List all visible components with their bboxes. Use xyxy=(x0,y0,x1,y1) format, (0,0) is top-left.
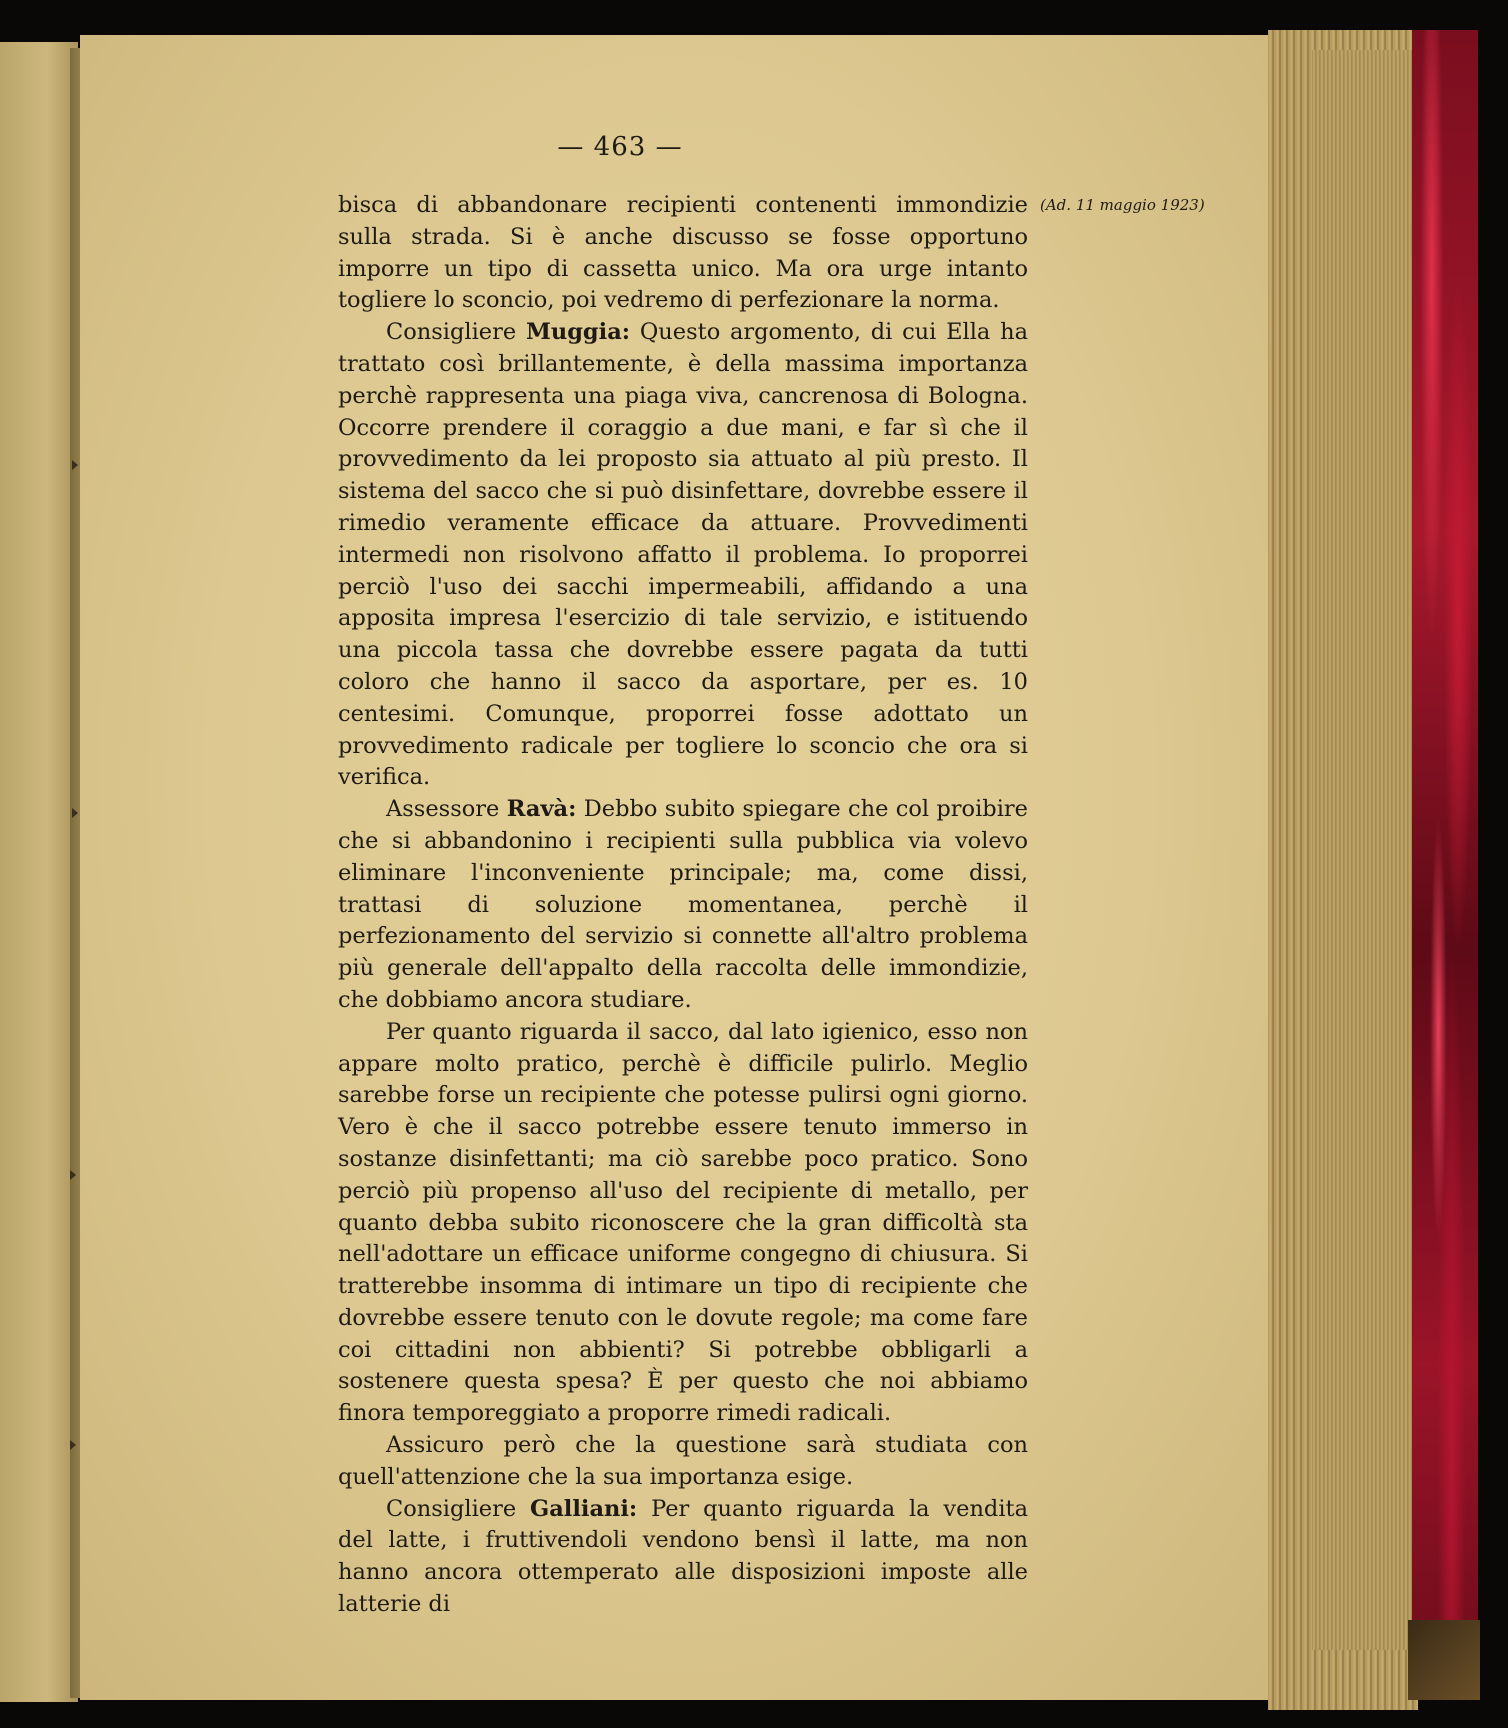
paragraph xyxy=(338,1430,1028,1494)
page-stack-inner xyxy=(1312,50,1412,1650)
paragraph xyxy=(338,190,1028,317)
paragraph-text: Debbo subito spiegare che col proibire che si abbandonino i recipienti sulla pubblica via volevo eliminare l'inconveniente principale; ma, come dissi, trattasi di soluzione momentanea, perchè il perfezionamento del servizio si connette all'altro problema più generale dell'appalto della raccolta delle immondizie, che dobbiamo ancora studiare. xyxy=(338,796,1028,1013)
body-text xyxy=(338,190,1028,1621)
speaker-name: Ravà: xyxy=(506,796,577,823)
paragraph xyxy=(338,794,1028,1017)
speaker-role: Assessore xyxy=(386,796,507,823)
paragraph-text: Assicuro però che la questione sarà studiata con quell'attenzione che la sua importanza esige. xyxy=(338,1432,1028,1490)
paragraph-text: Per quanto riguarda il sacco, dal lato igienico, esso non appare molto pratico, perchè è difficile pulirlo. Meglio sarebbe forse un recipiente che potesse pulirsi ogni giorno. Vero è che il sacco potrebbe essere tenuto immerso in sostanze disinfettanti; ma ciò sarebbe poco pratico. Sono perciò più propenso all'uso del recipiente di metallo, per quanto debba subito riconoscere che la gran difficoltà sta nell'adottare un efficace uniforme congegno di chiusura. Si tratterebbe insomma di intimare un tipo di recipiente che dovrebbe essere tenuto con le dovute regole; ma come fare coi cittadini non abbienti? Si potrebbe obbligarli a sostenere questa spesa? È per questo che noi abbiamo finora temporeggiato a proporre rimedi radicali. xyxy=(338,1018,1028,1427)
paragraph xyxy=(338,1017,1028,1430)
paragraph xyxy=(338,1494,1028,1621)
speaker-role: Consigliere xyxy=(386,1495,531,1522)
date-margin-note: (Ad. 11 maggio 1923) xyxy=(1040,196,1205,214)
paragraph-text: Questo argomento, di cui Ella ha trattato così brillantemente, è della massima importanza perchè rappresenta una piaga viva, cancrenosa di Bologna. Occorre prendere il coraggio a due mani, e far sì che il provvedimento da lei proposto sia attuato al più presto. Il sistema del sacco che si può disinfettare, dovrebbe essere il rimedio veramente efficace da attuare. Provvedimenti intermedi non risolvono affatto il problema. Io proporrei perciò l'uso dei sacchi impermeabili, affidando a una apposita impresa l'esercizio di tale servizio, e istituendo una piccola tassa che dovrebbe essere pagata da tutti coloro che hanno il sacco da asportare, per es. 10 centesimi. Comunque, proporrei fosse adottato un provvedimento radicale per togliere lo sconcio che ora si verifica. xyxy=(338,319,1028,791)
speaker-name: Muggia: xyxy=(525,319,631,346)
cover-corner xyxy=(1408,1620,1480,1700)
page-number: — 463 — xyxy=(557,132,683,162)
speaker-name: Galliani: xyxy=(530,1495,638,1522)
left-page-edge xyxy=(0,42,78,1702)
paragraph-text: bisca di abbandonare recipienti contenenti immondizie sulla strada. Si è anche discusso se fosse opportuno imporre un tipo di cassetta unico. Ma ora urge intanto togliere lo sconcio, poi vedremo di perfezionare la norma. xyxy=(338,192,1028,314)
paragraph xyxy=(338,317,1028,794)
paragraph-text: Per quanto riguarda la vendita del latte, i fruttivendoli vendono bensì il latte, ma non hanno ancora ottemperato alle disposizioni imposte alle latterie di xyxy=(338,1495,1028,1618)
marbled-red-cover xyxy=(1412,30,1478,1698)
speaker-role: Consigliere xyxy=(386,319,526,346)
